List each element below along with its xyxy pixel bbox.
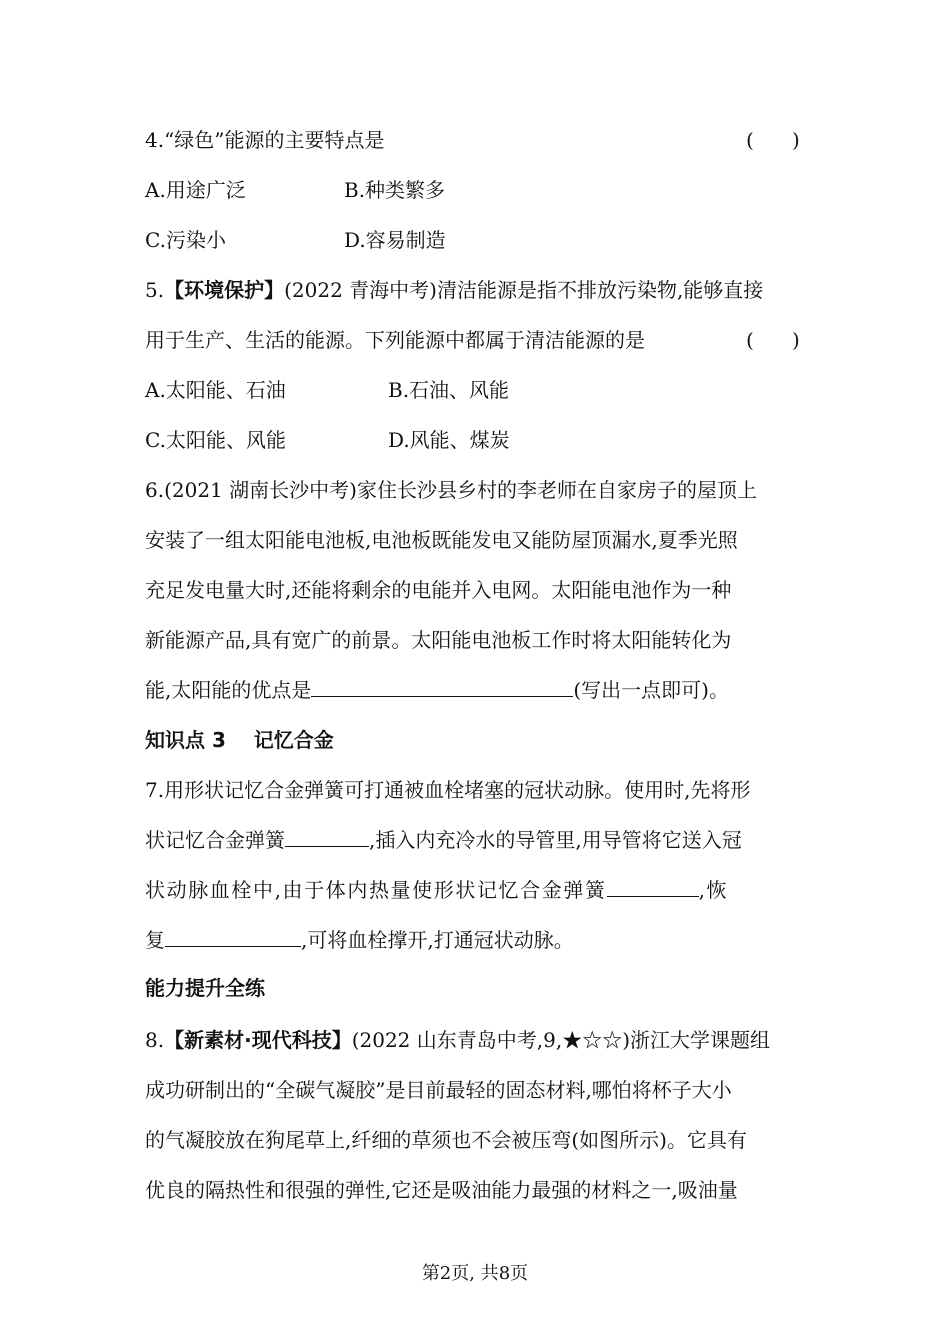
- q4-answer-paren: ( ): [746, 128, 800, 152]
- section-3-heading: 知识点 3 记忆合金: [145, 728, 334, 752]
- q4-stem: 4.“绿色”能源的主要特点是: [145, 128, 385, 152]
- q6-line-4: 新能源产品,具有宽广的前景。太阳能电池板工作时将太阳能转化为: [145, 628, 732, 652]
- ability-section-heading: 能力提升全练: [145, 976, 265, 1000]
- q7-line-3: [145, 876, 728, 904]
- q7-line-1: 7.用形状记忆合金弹簧可打通被血栓堵塞的冠状动脉。使用时,先将形: [145, 778, 751, 802]
- q5-number: 5.: [145, 278, 165, 302]
- q8-tag: 【新素材·现代科技】: [164, 1028, 352, 1052]
- q4-option-c: C.污染小: [145, 228, 226, 252]
- q5-option-d: D.风能、煤炭: [388, 428, 510, 452]
- q8-line-1-text: (2022 山东青岛中考,9,★☆☆)浙江大学课题组: [351, 1028, 771, 1052]
- q5-line-1: [145, 276, 763, 304]
- q8-line-1: [145, 1026, 770, 1054]
- q6-line-5-pre: 能,太阳能的优点是: [145, 678, 312, 702]
- q5-tag: 【环境保护】: [164, 278, 285, 302]
- q7-line-2-post: ,插入内充冷水的导管里,用导管将它送入冠: [369, 828, 742, 852]
- q7-blank-2[interactable]: [607, 876, 699, 897]
- q7-line-2-pre: 状记忆合金弹簧: [145, 828, 285, 852]
- q8-line-3: 的气凝胶放在狗尾草上,纤细的草须也不会被压弯(如图所示)。它具有: [145, 1128, 747, 1152]
- page-number-footer: 第2页, 共8页: [421, 1263, 529, 1284]
- q7-line-4: [145, 926, 574, 954]
- q7-line-4-post: ,可将血栓撑开,打通冠状动脉。: [301, 928, 574, 952]
- q7-blank-3[interactable]: [165, 926, 301, 947]
- q8-line-4: 优良的隔热性和很强的弹性,它还是吸油能力最强的材料之一,吸油量: [145, 1178, 738, 1202]
- q5-line-1-text: (2022 青海中考)清洁能源是指不排放污染物,能够直接: [284, 278, 764, 302]
- q7-line-4-pre: 复: [145, 928, 165, 952]
- q4-option-b: B.种类繁多: [344, 178, 446, 202]
- q6-answer-blank[interactable]: [311, 676, 573, 697]
- q6-line-3: 充足发电量大时,还能将剩余的电能并入电网。太阳能电池作为一种: [145, 578, 732, 602]
- q5-option-a: A.太阳能、石油: [145, 378, 286, 402]
- q6-line-1: 6.(2021 湖南长沙中考)家住长沙县乡村的李老师在自家房子的屋顶上: [145, 478, 757, 502]
- q5-answer-paren: ( ): [746, 328, 800, 352]
- q5-line-2: 用于生产、生活的能源。下列能源中都属于清洁能源的是: [145, 328, 645, 352]
- q5-option-c: C.太阳能、风能: [145, 428, 286, 452]
- q6-line-5: [145, 676, 729, 704]
- q4-option-a: A.用途广泛: [145, 178, 246, 202]
- q8-line-2: 成功研制出的“全碳气凝胶”是目前最轻的固态材料,哪怕将杯子大小: [145, 1078, 732, 1102]
- q5-option-b: B.石油、风能: [388, 378, 510, 402]
- q6-line-5-post: (写出一点即可)。: [573, 678, 729, 702]
- q4-option-d: D.容易制造: [344, 228, 446, 252]
- q7-line-3-post: ,恢: [698, 878, 729, 902]
- q6-line-2: 安装了一组太阳能电池板,电池板既能发电又能防屋顶漏水,夏季光照: [145, 528, 738, 552]
- q7-line-3-pre: 状动脉血栓中,由于体内热量使形状记忆合金弹簧: [145, 878, 607, 902]
- q7-blank-1[interactable]: [285, 826, 369, 847]
- q8-number: 8.: [145, 1028, 165, 1052]
- q7-line-2: [145, 826, 742, 854]
